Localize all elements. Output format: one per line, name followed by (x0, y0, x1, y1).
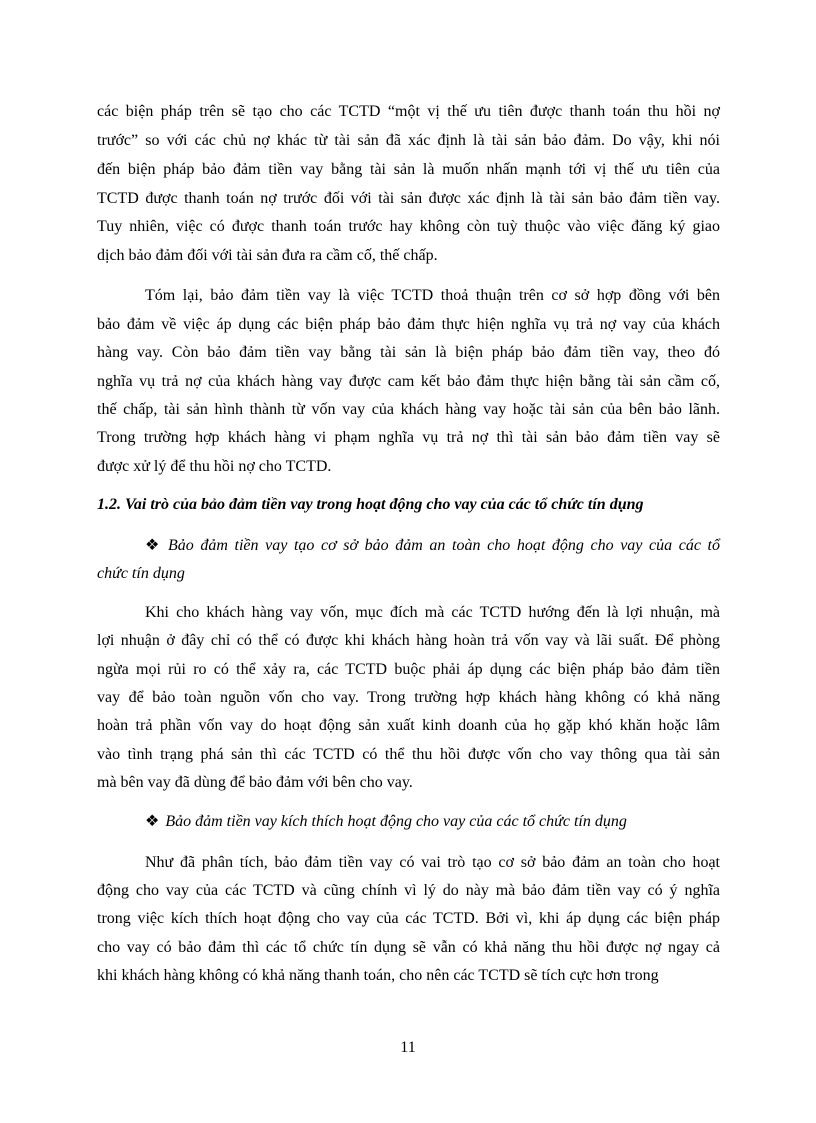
subheading-line: chức tín dụng (97, 565, 185, 582)
paragraph-line: hoàn trả phần vốn vay do hoạt động sản xuất kinh doanh của họ gặp khó khăn hoặc lâm (97, 717, 720, 734)
subheading-text: Bảo đảm tiền vay tạo cơ sở bảo đảm an toàn cho hoạt động cho vay của các tổ (167, 537, 721, 554)
bullet-icon: ❖ (145, 537, 162, 554)
paragraph-line: hàng vay. Còn bảo đảm tiền vay bằng tài sản là biện pháp bảo đảm tiền vay, theo đó (97, 344, 720, 361)
paragraph-line: Trong trường hợp khách hàng vi phạm nghĩa vụ trả nợ thì tài sản bảo đảm tiền vay sẽ (97, 429, 720, 446)
paragraph-line: TCTD được thanh toán nợ trước đối với tài sản được xác định là tài sản bảo đảm tiền vay. (97, 190, 720, 207)
paragraph-line: được xử lý để thu hồi nợ cho TCTD. (97, 458, 332, 475)
paragraph-line: vay để bảo toàn nguồn vốn cho vay. Trong trường hợp khách hàng không có khả năng (97, 689, 720, 706)
paragraph-line: Tuy nhiên, việc có được thanh toán trước hay không còn tuỳ thuộc vào việc đăng ký giao (97, 218, 720, 235)
paragraph-line: dịch bảo đảm đối với tài sản đưa ra cầm cố, thế chấp. (97, 247, 438, 264)
bullet-icon: ❖ (145, 813, 160, 830)
page-number: 11 (400, 1039, 416, 1056)
paragraph-line: vào tình trạng phá sản thì các TCTD có thể thu hồi được vốn cho vay thông qua tài sản (97, 746, 720, 763)
paragraph-line: mà bên vay đã dùng để bảo đảm với bên cho vay. (97, 774, 413, 791)
subheading-text: Bảo đảm tiền vay kích thích hoạt động cho vay của các tổ chức tín dụng (165, 813, 627, 830)
paragraph-line: thế chấp, tài sản hình thành từ vốn vay của khách hàng vay hoặc tài sản của bên bảo lãnh. (97, 401, 720, 418)
paragraph-line: khi khách hàng không có khả năng thanh toán, cho nên các TCTD sẽ tích cực hơn trong (97, 967, 659, 984)
subheading-2 (145, 812, 627, 832)
paragraph-line: động cho vay của các TCTD và cũng chính vì lý do này mà bảo đảm tiền vay có ý nghĩa (97, 882, 720, 899)
paragraph-line: bảo đảm về việc áp dụng các biện pháp bảo đảm thực hiện nghĩa vụ trả nợ vay của khách (97, 316, 720, 333)
paragraph-line: ngừa mọi rủi ro có thể xảy ra, các TCTD buộc phải áp dụng các biện pháp bảo đảm tiền (97, 661, 720, 678)
subheading-line (145, 536, 720, 556)
paragraph-line: trước” so với các chủ nợ khác từ tài sản đã xác định là tài sản bảo đảm. Do vậy, khi nói (97, 132, 720, 149)
paragraph-line: Khi cho khách hàng vay vốn, mục đích mà các TCTD hướng đến là lợi nhuận, mà (145, 604, 720, 621)
section-heading: 1.2. Vai trò của bảo đảm tiền vay trong hoạt động cho vay của các tổ chức tín dụng (97, 496, 644, 513)
paragraph-line: Tóm lại, bảo đảm tiền vay là việc TCTD thoả thuận trên cơ sở hợp đồng với bên (145, 287, 720, 304)
paragraph-line: nghĩa vụ trả nợ của khách hàng vay được cam kết bảo đảm thực hiện bằng tài sản cầm cố, (97, 373, 720, 390)
paragraph-line: cho vay có bảo đảm thì các tổ chức tín dụng sẽ vẫn có khả năng thu hồi được nợ ngay cả (97, 939, 720, 956)
paragraph-line: đến biện pháp bảo đảm tiền vay bằng tài sản là muốn nhấn mạnh tới vị thế ưu tiên của (97, 161, 720, 178)
paragraph-line: các biện pháp trên sẽ tạo cho các TCTD “một vị thế ưu tiên được thanh toán thu hồi nợ (97, 103, 720, 120)
paragraph-line: Như đã phân tích, bảo đảm tiền vay có vai trò tạo cơ sở bảo đảm an toàn cho hoạt (145, 854, 720, 871)
paragraph-line: trong việc kích thích hoạt động cho vay của các TCTD. Bởi vì, khi áp dụng các biện pháp (97, 910, 720, 927)
paragraph-line: lợi nhuận ở đây chỉ có thể có được khi khách hàng hoàn trả vốn vay và lãi suất. Để phòng (97, 632, 720, 649)
